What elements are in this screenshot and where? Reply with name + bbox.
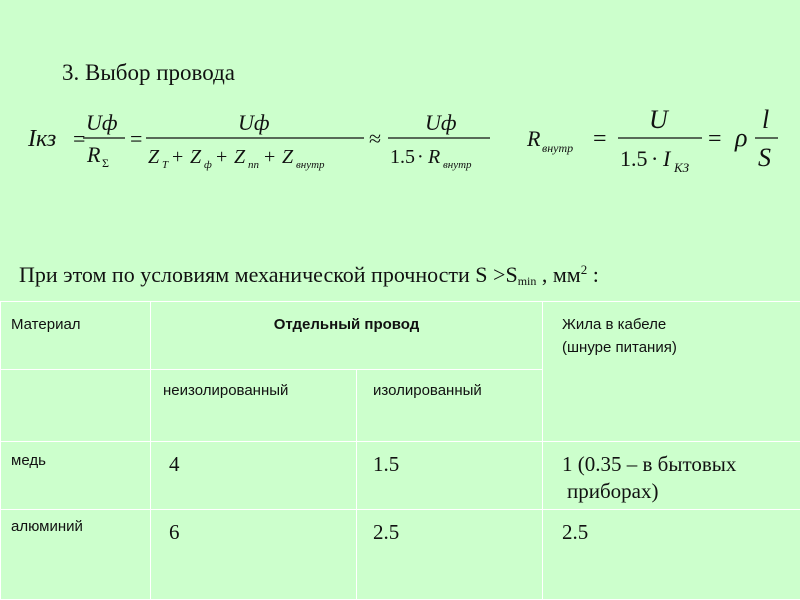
row-cable-line2: приборах): [567, 479, 659, 503]
condition-text: [19, 262, 599, 289]
condition-tail: :: [587, 262, 599, 287]
row-material-label: алюминий: [11, 518, 83, 535]
condition-after: , мм: [536, 262, 581, 287]
row-uninsulated-value: 6: [169, 520, 180, 544]
row-cable-line1: 2.5: [562, 520, 589, 544]
row-insulated: [357, 510, 543, 600]
row-uninsulated: [151, 510, 357, 600]
row-uninsulated-value: 4: [169, 452, 180, 476]
z-term: Z: [282, 146, 294, 168]
row-material: [1, 442, 151, 510]
header-insulated-label: изолированный: [373, 382, 482, 399]
equals-sign: =: [708, 126, 722, 152]
fraction3-denominator-sub: внутр: [443, 159, 472, 171]
row-material: [1, 510, 151, 600]
row-insulated: [357, 442, 543, 510]
header-separate-wire: [151, 302, 543, 370]
resistance-formula: [526, 105, 778, 175]
header-cable: [543, 302, 800, 442]
header-uninsulated-label: неизолированный: [163, 382, 289, 399]
lhs-current: Iкз: [28, 126, 57, 152]
z-term-sub: ф: [204, 159, 212, 171]
row-cable-line1: 1 (0.35 – в бытовых: [562, 452, 737, 476]
row-uninsulated: [151, 442, 357, 510]
fraction4-denominator: I: [663, 146, 671, 171]
z-term-sub: пп: [248, 159, 259, 171]
header-uninsulated: [151, 370, 357, 442]
z-term-sub: T: [162, 159, 169, 171]
condition-sup: 2: [580, 262, 588, 277]
fraction1-numerator: Uф: [86, 110, 118, 135]
header-material: [1, 302, 151, 370]
header-insulated: [357, 370, 543, 442]
dot-operator: ·: [651, 146, 659, 171]
z-term: Z: [234, 146, 246, 168]
fraction3-numerator: Uф: [425, 110, 457, 135]
fraction3-denominator: R: [428, 146, 441, 168]
lhs-resistance-sub: внутр: [542, 141, 574, 155]
header-cable-line1: Жила в кабеле: [562, 316, 667, 333]
condition-main: При этом по условиям механической прочности S >S: [19, 262, 518, 287]
equals-sign: =: [593, 126, 607, 152]
row-insulated-value: 2.5: [373, 520, 400, 544]
wire-section-table: [0, 301, 800, 600]
header-blank: [1, 370, 151, 442]
fraction5-numerator: l: [762, 105, 770, 134]
row-cable: [543, 442, 800, 510]
plus-sign: +: [172, 146, 184, 168]
row-material-label: медь: [11, 452, 46, 469]
plus-sign: +: [216, 146, 228, 168]
equals-sign: =: [73, 126, 86, 151]
fraction4-denominator-sub: КЗ: [674, 160, 690, 175]
z-term-sub: внутр: [296, 159, 325, 171]
fault-current-formula: [27, 110, 490, 171]
plus-sign: +: [264, 146, 276, 168]
fraction2-numerator: Uф: [238, 110, 270, 135]
fraction4-numerator: U: [649, 105, 668, 134]
z-term: Z: [148, 146, 160, 168]
condition-sub: min: [517, 274, 537, 288]
header-material-label: Материал: [11, 316, 81, 333]
header-cable-line2: (шнуре питания): [562, 339, 677, 356]
approx-sign: ≈: [369, 126, 382, 151]
fraction4-coef: 1.5: [620, 146, 648, 171]
equals-sign: =: [130, 126, 143, 151]
row-insulated-value: 1.5: [373, 452, 400, 476]
header-separate-wire-label: Отдельный провод: [273, 316, 420, 333]
fraction1-denominator-sub: Σ: [102, 156, 109, 170]
rho-symbol: ρ: [735, 123, 748, 152]
formulas: [0, 100, 800, 180]
fraction5-denominator: S: [758, 143, 771, 172]
slide-heading: 3. Выбор провода: [62, 60, 236, 85]
table-row: [1, 442, 800, 510]
lhs-resistance: R: [527, 126, 541, 151]
table-row: [1, 510, 800, 600]
z-term: Z: [190, 146, 202, 168]
fraction3-coef: 1.5: [390, 146, 415, 168]
row-cable: [543, 510, 800, 600]
dot-operator: ·: [417, 146, 424, 168]
fraction1-denominator: R: [87, 142, 101, 167]
